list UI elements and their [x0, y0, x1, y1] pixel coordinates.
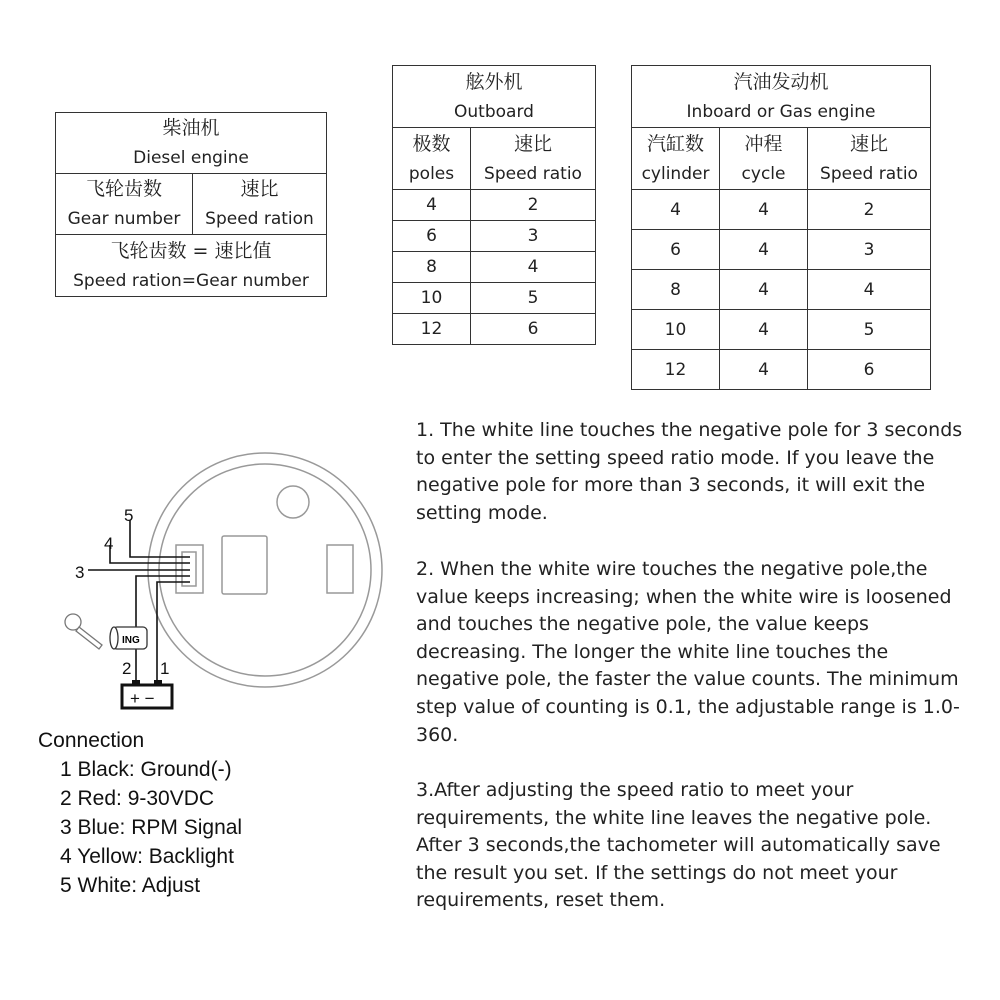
table-cell: 3: [808, 230, 931, 270]
battery-icon: [122, 680, 172, 708]
connection-legend: [38, 726, 242, 900]
ignition-label: ING: [122, 635, 140, 646]
outboard-title-zh: 舷外机: [465, 70, 523, 93]
connection-item: 3 Blue: RPM Signal: [60, 816, 243, 839]
cycle-header-zh: 冲程: [744, 132, 783, 155]
connection-item: 4 Yellow: Backlight: [60, 845, 234, 868]
table-cell: 4: [720, 190, 808, 230]
diesel-title-zh: 柴油机: [162, 117, 220, 139]
table-cell: 10: [632, 310, 720, 350]
table-cell: 12: [393, 314, 471, 345]
key-icon: [65, 614, 102, 649]
table-cell: 2: [471, 190, 596, 221]
table-cell: 6: [632, 230, 720, 270]
poles-header-en: poles: [408, 163, 455, 184]
connection-item: 5 White: Adjust: [60, 874, 201, 897]
table-cell: 4: [808, 270, 931, 310]
battery-label: + −: [130, 689, 155, 708]
table-cell: 4: [720, 350, 808, 390]
ignition-switch: [110, 627, 147, 649]
table-cell: 5: [471, 283, 596, 314]
diesel-title-en: Diesel engine: [133, 148, 249, 168]
table-cell: 4: [720, 310, 808, 350]
table-cell: 6: [393, 221, 471, 252]
cylinder-header-en: cylinder: [641, 163, 710, 184]
wire-label-2: 2: [122, 659, 132, 678]
formula-zh: 飞轮齿数 = 速比值: [110, 239, 272, 262]
table-cell: 5: [808, 310, 931, 350]
gas-ratio-header-en: Speed ratio: [820, 163, 918, 184]
gauge-knob: [277, 486, 309, 518]
gas-title-en: Inboard or Gas engine: [686, 101, 876, 122]
wire-label-3: 3: [75, 563, 85, 582]
table-cell: 4: [720, 270, 808, 310]
connection-item: 2 Red: 9-30VDC: [60, 787, 215, 810]
formula-en: Speed ration=Gear number: [73, 270, 309, 291]
cycle-header-en: cycle: [741, 163, 786, 184]
connection-item: 1 Black: Ground(-): [60, 758, 232, 781]
gear-number-zh: 飞轮齿数: [85, 178, 162, 200]
table-cell: 4: [393, 190, 471, 221]
table-cell: 10: [393, 283, 471, 314]
gas-ratio-header-zh: 速比: [849, 132, 888, 155]
gear-number-en: Gear number: [67, 209, 181, 229]
table-cell: 12: [632, 350, 720, 390]
table-cell: 8: [393, 252, 471, 283]
table-cell: 4: [632, 190, 720, 230]
wire-label-5: 5: [124, 506, 134, 525]
table-cell: 6: [471, 314, 596, 345]
instruction-2: 2. When the white wire touches the negative pole,the value keeps increasing; when the white wire is loosened and touches the negative pole, the value keeps decreasing. The longer the white line touches the negative pole, the faster the value counts. The minimum step value of counting is 0.1, the adjustable range is 1.0-360.: [416, 558, 960, 746]
gauge-side-block: [327, 545, 353, 593]
connection-title: Connection: [38, 729, 145, 752]
table-cell: 4: [471, 252, 596, 283]
ratio-header-zh: 速比: [513, 132, 552, 155]
outboard-title-en: Outboard: [454, 101, 534, 122]
wire-label-4: 4: [104, 534, 114, 553]
poles-header-zh: 极数: [412, 132, 451, 155]
instruction-1: 1. The white line touches the negative pole for 3 seconds to enter the setting speed ratio mode. If you leave the negative pole for more than 3 seconds, it will exit the setting mode.: [416, 419, 963, 524]
wire-label-1: 1: [160, 659, 170, 678]
table-cell: 6: [808, 350, 931, 390]
gauge-inner-ring: [159, 464, 371, 676]
gas-title-zh: 汽油发动机: [733, 70, 829, 93]
speed-ration-en: Speed ration: [205, 209, 314, 229]
table-cell: 3: [471, 221, 596, 252]
instruction-3: 3.After adjusting the speed ratio to meet your requirements, the white line leaves the negative pole. After 3 seconds,the tachometer will automatically save the result you set. If the settings do not meet your requirements, reset them.: [416, 779, 941, 912]
table-cell: 2: [808, 190, 931, 230]
ratio-header-en: Speed ratio: [484, 163, 582, 184]
gauge-display: [222, 536, 267, 594]
speed-ration-zh: 速比: [240, 178, 279, 200]
table-cell: 4: [720, 230, 808, 270]
cylinder-header-zh: 汽缸数: [646, 132, 704, 155]
table-cell: 8: [632, 270, 720, 310]
